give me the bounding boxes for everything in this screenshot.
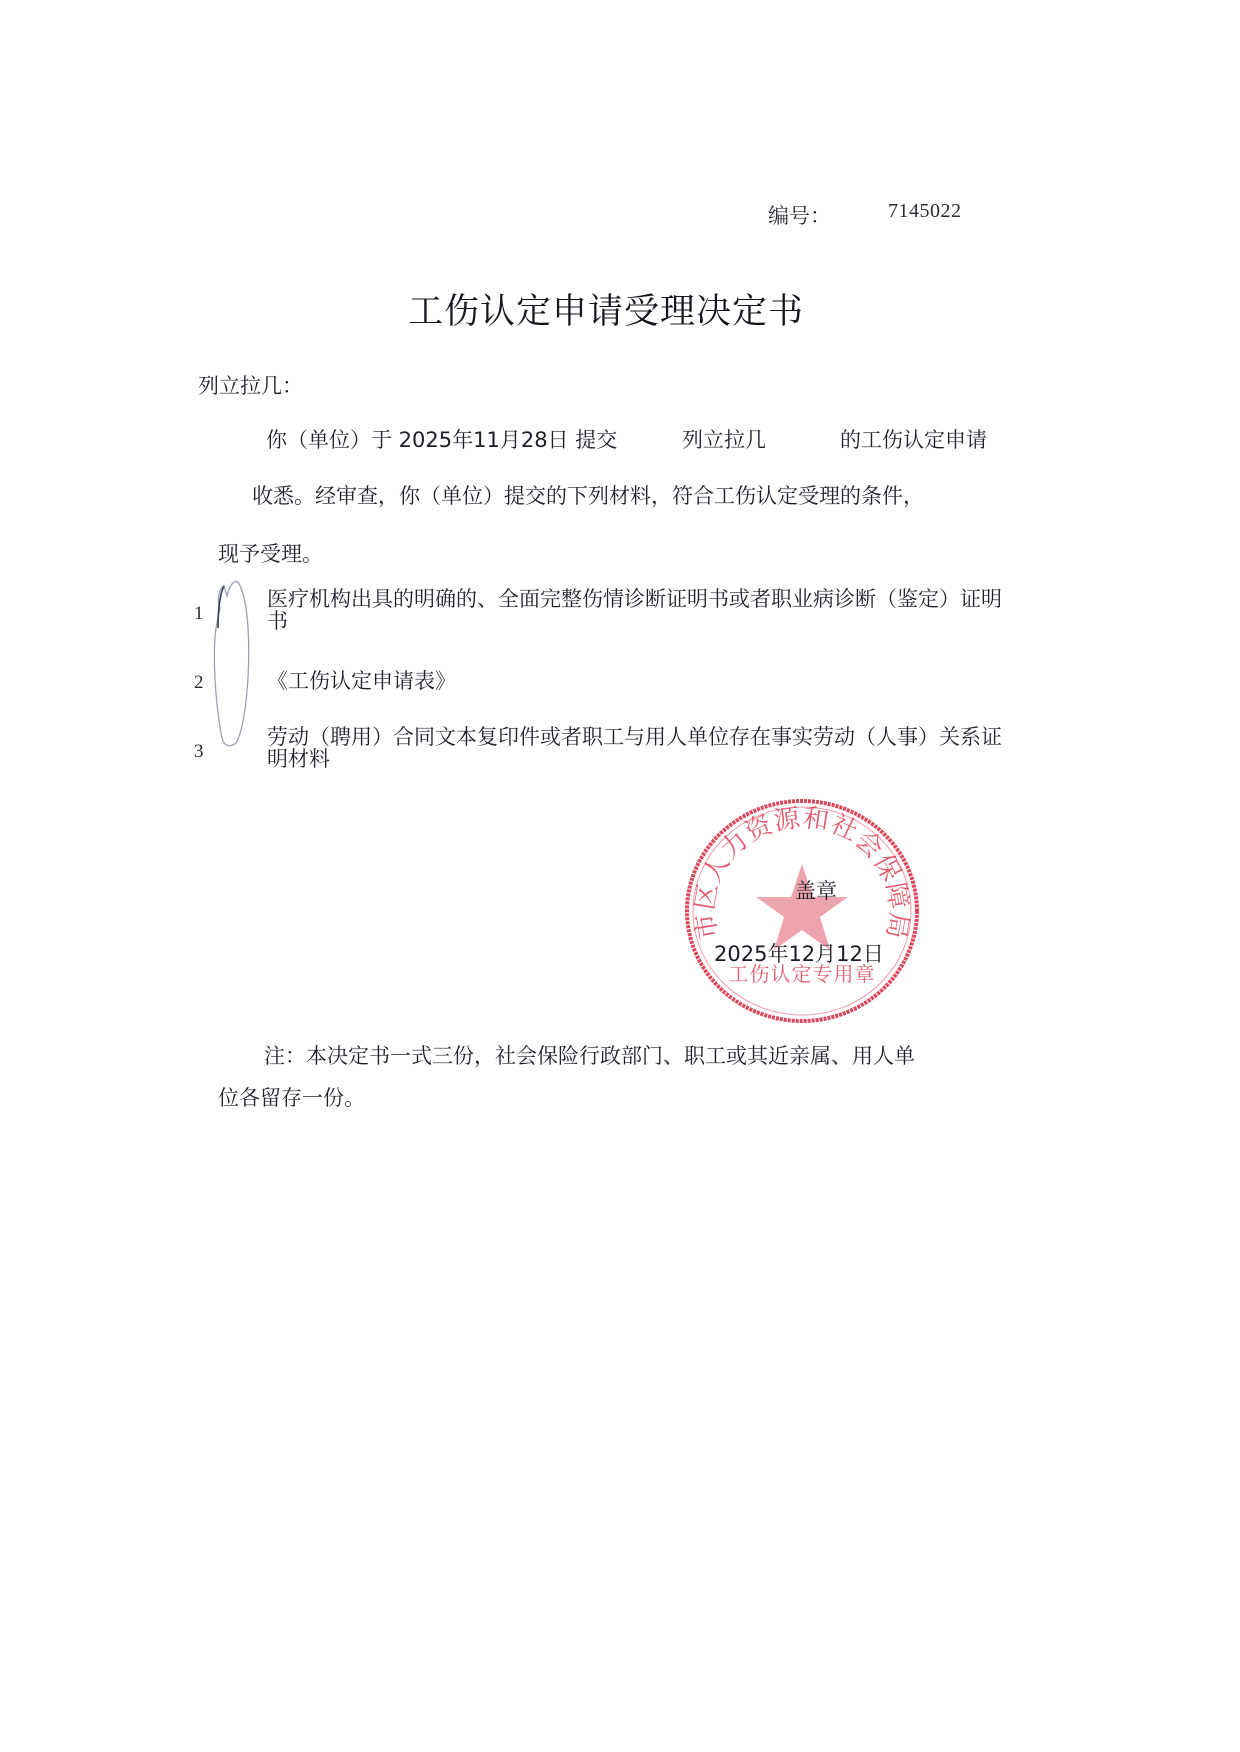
document-number-label: 编号： [768, 204, 831, 228]
material-item-number: 3 [194, 741, 204, 762]
document-number-value: 7145022 [888, 200, 962, 222]
seal-label: 盖章 [795, 879, 837, 903]
seal-date: 2025年12月12日 [714, 942, 884, 966]
material-item-text: 医疗机构出具的明确的、全面完整伤情诊断证明书或者职业病诊断（鉴定）证明书 [267, 587, 1002, 633]
material-item-text: 劳动（聘用）合同文本复印件或者职工与用人单位存在事实劳动（人事）关系证明材料 [267, 725, 1002, 771]
applicant-name: 列立拉几 [682, 428, 766, 452]
body-line-1-part-2: 的工伤认定申请 [840, 428, 987, 452]
material-item-number: 2 [194, 672, 204, 693]
handwritten-bracket-mark [208, 578, 258, 750]
body-line-2: 收悉。经审查，你（单位）提交的下列材料，符合工伤认定受理的条件， [252, 484, 924, 508]
material-item-number: 1 [194, 603, 204, 624]
addressee: 列立拉几： [198, 374, 303, 398]
official-seal [682, 796, 922, 1026]
svg-text:市区人力资源和社会保障局: 市区人力资源和社会保障局 [690, 803, 914, 942]
note-line-1: 注：本决定书一式三份，社会保险行政部门、职工或其近亲属、用人单 [264, 1044, 915, 1068]
note-line-2: 位各留存一份。 [218, 1086, 365, 1110]
material-item-text: 《工伤认定申请表》 [267, 669, 456, 693]
document-title: 工伤认定申请受理决定书 [408, 292, 805, 332]
svg-text:工伤认定专用章: 工伤认定专用章 [728, 962, 876, 986]
body-line-1-part-1: 你（单位）于 2025年11月28日 提交 [266, 428, 618, 452]
body-line-3: 现予受理。 [218, 542, 323, 566]
